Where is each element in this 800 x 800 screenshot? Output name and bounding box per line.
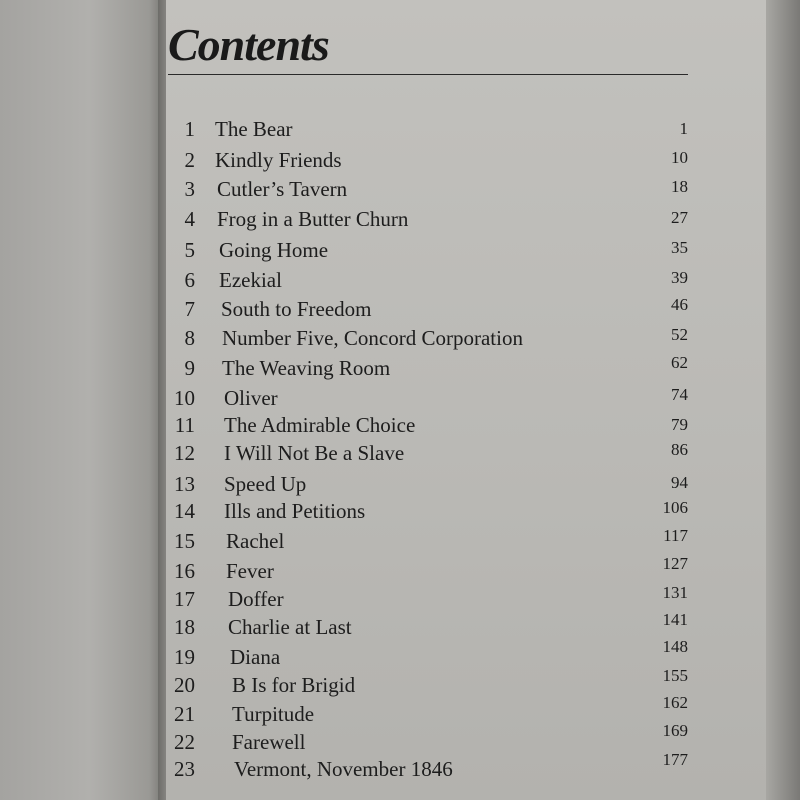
chapter-number: 22 [174, 730, 195, 754]
chapter-page-number: 162 [662, 693, 688, 712]
chapter-title: Speed Up [224, 472, 307, 496]
chapter-number: 4 [184, 207, 195, 231]
chapter-page-number: 35 [671, 238, 688, 257]
chapter-title: Ezekial [219, 268, 282, 292]
chapter-title: B Is for Brigid [232, 673, 356, 697]
chapter-title: Turpitude [232, 702, 315, 726]
chapter-page-number: 74 [671, 385, 688, 404]
chapter-page-number: 94 [671, 473, 688, 492]
chapter-page-number: 148 [662, 637, 688, 656]
chapter-number: 11 [174, 413, 195, 437]
chapter-number: 7 [184, 297, 195, 321]
chapter-page-number: 1 [679, 119, 688, 138]
chapter-title: Going Home [219, 238, 329, 262]
toc-entry [0, 750, 800, 784]
chapter-title: The Admirable Choice [224, 413, 416, 437]
chapter-title: Frog in a Butter Churn [217, 207, 409, 231]
chapter-number: 8 [184, 326, 195, 350]
chapter-title: The Bear [215, 117, 293, 141]
toc-entry [0, 383, 800, 413]
toc-entry [0, 235, 800, 265]
chapter-page-number: 106 [662, 498, 688, 517]
chapter-title: South to Freedom [221, 297, 372, 321]
chapter-title: Fever [226, 559, 274, 583]
toc-entry [0, 353, 800, 383]
toc-entry [0, 438, 800, 468]
toc-entry [0, 204, 800, 234]
chapter-page-number: 117 [663, 526, 688, 545]
chapter-title: Rachel [226, 529, 285, 553]
chapter-title: Oliver [224, 386, 278, 410]
chapter-title: The Weaving Room [222, 356, 391, 380]
chapter-page-number: 27 [671, 208, 688, 227]
chapter-title: Doffer [228, 587, 284, 611]
chapter-number: 1 [184, 117, 195, 141]
chapter-number: 20 [174, 673, 195, 697]
chapter-page-number: 10 [671, 148, 688, 167]
chapter-number: 13 [174, 472, 195, 496]
chapter-number: 12 [174, 441, 195, 465]
chapter-number: 14 [174, 499, 195, 523]
chapter-page-number: 52 [671, 325, 688, 344]
chapter-title: Ills and Petitions [224, 499, 366, 523]
chapter-number: 2 [184, 148, 195, 172]
chapter-page-number: 177 [662, 750, 688, 769]
chapter-number: 18 [174, 615, 195, 639]
chapter-page-number: 39 [671, 268, 688, 287]
chapter-page-number: 141 [662, 610, 688, 629]
chapter-number: 5 [184, 238, 195, 262]
chapter-page-number: 79 [671, 415, 688, 434]
chapter-number: 17 [174, 587, 195, 611]
chapter-page-number: 46 [671, 295, 688, 314]
chapter-number: 21 [174, 702, 195, 726]
chapter-page-number: 62 [671, 353, 688, 372]
chapter-number: 15 [174, 529, 195, 553]
chapter-number: 10 [174, 386, 195, 410]
chapter-number: 16 [174, 559, 195, 583]
chapter-page-number: 18 [671, 177, 688, 196]
toc-entry [0, 174, 800, 204]
chapter-title: Charlie at Last [228, 615, 352, 639]
chapter-title: Number Five, Concord Corporation [222, 326, 523, 350]
toc-entry [0, 145, 800, 175]
chapter-title: I Will Not Be a Slave [224, 441, 405, 465]
chapter-page-number: 155 [662, 666, 688, 685]
chapter-number: 23 [174, 757, 195, 781]
toc-entry [0, 114, 800, 144]
chapter-title: Cutler’s Tavern [217, 177, 348, 201]
chapter-page-number: 127 [662, 554, 688, 573]
chapter-title: Vermont, November 1846 [234, 757, 453, 781]
chapter-number: 9 [184, 356, 195, 380]
contents-heading: Contents [168, 19, 329, 70]
chapter-number: 6 [184, 268, 195, 292]
chapter-number: 19 [174, 645, 195, 669]
chapter-page-number: 131 [662, 583, 688, 602]
chapter-title: Diana [230, 645, 281, 669]
chapter-page-number: 169 [662, 721, 688, 740]
chapter-title: Kindly Friends [215, 148, 342, 172]
chapter-title: Farewell [232, 730, 306, 754]
chapter-number: 3 [184, 177, 195, 201]
chapter-page-number: 86 [671, 440, 688, 459]
